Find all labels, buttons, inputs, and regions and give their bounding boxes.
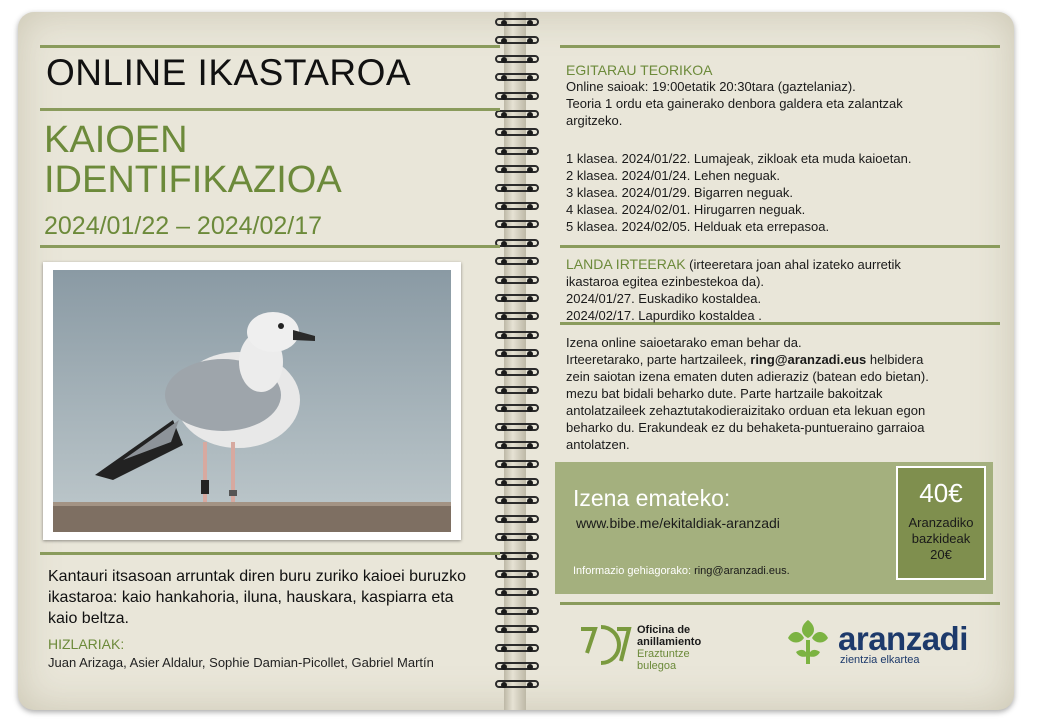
spiral-ring xyxy=(495,92,539,102)
spiral-ring xyxy=(495,625,539,635)
spiral-ring xyxy=(495,276,539,286)
rule-right-4 xyxy=(560,602,1000,605)
spiral-ring xyxy=(495,533,539,543)
oficina-line: Oficina de xyxy=(637,624,691,636)
gull-image xyxy=(53,270,451,532)
spiral-ring xyxy=(495,404,539,414)
oficina-anillamiento-logo xyxy=(577,623,633,667)
rule-left-4 xyxy=(40,552,500,555)
member-price-note xyxy=(898,515,984,563)
theory-line-1: Online saioak: 19:00etatik 20:30tara (gaztelaniaz). xyxy=(566,79,856,94)
spiral-ring xyxy=(495,220,539,230)
spiral-ring xyxy=(495,662,539,672)
rule-right-top xyxy=(560,45,1000,48)
rule-left-3 xyxy=(40,245,500,248)
spiral-ring xyxy=(495,312,539,322)
oficina-anillamiento-text xyxy=(637,624,701,672)
price-value: 40€ xyxy=(919,478,963,508)
registration-url-link[interactable]: www.bibe.me/ekitaldiak-aranzadi xyxy=(576,515,780,531)
field-trips-note: (irteeretara joan ahal izateko aurretik xyxy=(685,257,901,272)
spiral-ring xyxy=(495,680,539,690)
spiral-ring xyxy=(495,386,539,396)
spiral-ring xyxy=(495,110,539,120)
class-item: 4 klasea. 2024/02/01. Hirugarren neguak. xyxy=(566,202,806,217)
more-info-label: Informazio gehiagorako: xyxy=(573,565,692,577)
rule-right-2 xyxy=(560,245,1000,248)
spiral-ring xyxy=(495,128,539,138)
registration-note-2b: helbidera xyxy=(866,352,924,367)
spiral-ring xyxy=(495,644,539,654)
registration-line: beharko du. Erakundeak ez du behaketa-puntueraino garraioa xyxy=(566,420,925,435)
class-item: 1 klasea. 2024/01/22. Lumajeak, zikloak eta muda kaioetan. xyxy=(566,151,912,166)
oficina-line: anillamiento xyxy=(637,636,702,648)
registration-line: zein saiotan izena ematen duten adieraziz (batean edo bietan). xyxy=(566,369,929,384)
member-price-line: Aranzadiko xyxy=(908,515,974,530)
more-info xyxy=(573,565,790,577)
rule-left-2 xyxy=(40,108,500,111)
spiral-ring xyxy=(495,423,539,433)
spiral-ring xyxy=(495,165,539,175)
aranzadi-tagline: zientzia elkartea xyxy=(840,654,920,666)
price-box xyxy=(896,466,986,580)
rule-left-top xyxy=(40,45,500,48)
course-title xyxy=(44,120,342,200)
spiral-ring xyxy=(495,552,539,562)
spiral-ring xyxy=(495,460,539,470)
field-trip-date: 2024/01/27. Euskadiko kostaldea. xyxy=(566,291,762,306)
spiral-ring xyxy=(495,368,539,378)
course-dates: 2024/01/22 – 2024/02/17 xyxy=(44,212,323,240)
class-item: 2 klasea. 2024/01/24. Lehen neguak. xyxy=(566,168,780,183)
registration-title: Izena emateko: xyxy=(573,485,731,511)
spiral-ring xyxy=(495,441,539,451)
spiral-ring xyxy=(495,202,539,212)
registration-line: antolatzen. xyxy=(566,437,630,452)
spiral-ring xyxy=(495,184,539,194)
field-trips-note-2: ikastaroa egitea ezinbestekoa da). xyxy=(566,274,765,289)
spiral-ring xyxy=(495,478,539,488)
spiral-ring xyxy=(495,515,539,525)
aranzadi-leaf-logo xyxy=(782,616,834,668)
course-title-line2: IDENTIFIKAZIOA xyxy=(44,159,342,201)
spiral-ring xyxy=(495,239,539,249)
spiral-ring xyxy=(495,18,539,28)
oficina-line: bulegoa xyxy=(637,660,677,672)
spiral-ring xyxy=(495,73,539,83)
registration-note-2 xyxy=(566,351,923,368)
speakers-label: HIZLARIAK: xyxy=(48,636,125,652)
spiral-ring xyxy=(495,349,539,359)
theory-line-3: argitzeko. xyxy=(566,113,623,128)
course-type-heading: ONLINE IKASTAROA xyxy=(46,52,412,93)
field-trip-date: 2024/02/17. Lapurdiko kostaldea . xyxy=(566,308,762,323)
gull-photo xyxy=(43,262,461,540)
spiral-ring xyxy=(495,331,539,341)
course-title-line1: KAIOEN xyxy=(44,119,188,161)
class-item: 3 klasea. 2024/01/29. Bigarren neguak. xyxy=(566,185,793,200)
member-price-line: bazkideak xyxy=(911,531,971,546)
spiral-ring xyxy=(495,36,539,46)
theory-heading: EGITARAU TEORIKOA xyxy=(566,62,713,78)
registration-line: antolatzaileek zehaztutakodieraizitako orduan eta lekuan egon xyxy=(566,403,926,418)
registration-note-1: Izena online saioetarako eman behar da. xyxy=(566,335,802,350)
speakers-list: Juan Arizaga, Asier Aldalur, Sophie Damian-Picollet, Gabriel Martín xyxy=(48,655,434,670)
field-trips-heading: LANDA IRTEERAK xyxy=(566,256,686,272)
field-trips-intro xyxy=(566,256,901,273)
spiral-ring xyxy=(495,294,539,304)
registration-line: mezu bat bidali beharko dute. Parte hartzaile bakoitzak xyxy=(566,386,883,401)
class-item: 5 klasea. 2024/02/05. Helduak eta errepasoa. xyxy=(566,219,830,234)
spiral-ring xyxy=(495,257,539,267)
spiral-ring xyxy=(495,147,539,157)
spiral-ring xyxy=(495,55,539,65)
theory-line-2: Teoria 1 ordu eta gainerako denbora galdera eta zalantzak xyxy=(566,96,903,111)
course-description: Kantauri itsasoan arruntak diren buru zuriko kaioei buruzko ikastaroa: kaio hankahoria, iluna, hauskara, kaspiarra eta kaio beltza. xyxy=(48,568,467,627)
aranzadi-wordmark: aranzadi xyxy=(838,620,968,657)
spiral-ring xyxy=(495,496,539,506)
spiral-ring xyxy=(495,607,539,617)
registration-note-2a: Irteeretarako, parte hartzaileek, xyxy=(566,352,751,367)
oficina-line: Eraztuntze xyxy=(637,648,690,660)
more-info-email-link[interactable]: ring@aranzadi.eus. xyxy=(694,565,790,577)
spiral-ring xyxy=(495,570,539,580)
contact-email-link[interactable]: ring@aranzadi.eus xyxy=(750,352,867,367)
spiral-ring xyxy=(495,588,539,598)
member-price-line: 20€ xyxy=(930,547,952,562)
